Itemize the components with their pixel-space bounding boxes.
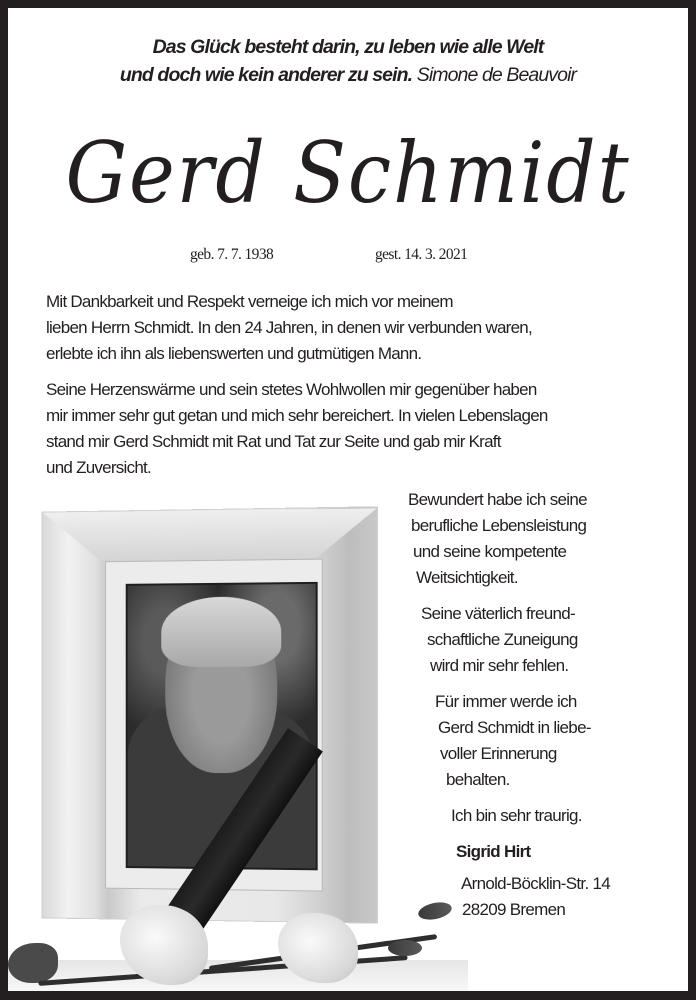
intro-paragraph-2 bbox=[46, 377, 686, 481]
text-line: und seine kompetente bbox=[413, 542, 567, 561]
quote-line-2-text: und doch wie kein anderer zu sein. bbox=[119, 64, 413, 86]
leaf bbox=[8, 943, 58, 983]
text-line: Gerd Schmidt in liebe- bbox=[438, 718, 591, 737]
text-line: mir immer sehr gut getan und mich sehr bereichert. In vielen Lebenslagen bbox=[46, 406, 548, 425]
signature-street: Arnold-Böcklin-Str. 14 bbox=[461, 874, 611, 893]
frame-top-edge bbox=[43, 507, 377, 562]
text-block-2 bbox=[396, 601, 686, 679]
signature-name: Sigrid Hirt bbox=[456, 842, 531, 861]
quote-line-1: Das Glück besteht darin, zu leben wie alle Welt bbox=[152, 36, 544, 58]
text-line: stand mir Gerd Schmidt mit Rat und Tat zur Seite und gab mir Kraft bbox=[46, 432, 501, 451]
text-line: Weitsichtigkeit. bbox=[416, 568, 518, 587]
text-block-3 bbox=[396, 689, 686, 793]
birth-date: geb. 7. 7. 1938 bbox=[190, 246, 274, 263]
text-line: und Zuversicht. bbox=[46, 458, 151, 477]
text-line: voller Erinnerung bbox=[440, 744, 557, 763]
text-line: Seine Herzenswärme und sein stetes Wohlwollen mir gegenüber haben bbox=[46, 380, 537, 399]
text-line: lieben Herrn Schmidt. In den 24 Jahren, in denen wir verbunden waren, bbox=[46, 318, 532, 337]
quote-line-2 bbox=[8, 61, 688, 89]
intro-text bbox=[46, 289, 686, 491]
text-line: behalten. bbox=[446, 770, 510, 789]
closing-line: Ich bin sehr traurig. bbox=[451, 806, 582, 825]
text-line: berufliche Lebensleistung bbox=[411, 516, 587, 535]
text-line: erlebte ich ihn als liebenswerten und gutmütigen Mann. bbox=[46, 344, 422, 363]
text-line: wird mir sehr fehlen. bbox=[430, 656, 569, 675]
text-line: schaftliche Zuneigung bbox=[427, 630, 578, 649]
right-column-text bbox=[396, 487, 686, 923]
rose-bud bbox=[388, 940, 422, 956]
deceased-name: Gerd Schmidt bbox=[65, 124, 631, 222]
quote bbox=[8, 33, 688, 89]
hair bbox=[161, 596, 281, 667]
obituary-notice bbox=[8, 8, 688, 991]
signature-city: 28209 Bremen bbox=[462, 900, 566, 919]
text-line: Mit Dankbarkeit und Respekt verneige ich mich vor meinem bbox=[46, 292, 453, 311]
text-line: Seine väterlich freund- bbox=[421, 604, 575, 623]
intro-paragraph-1 bbox=[46, 289, 686, 367]
text-line: Für immer werde ich bbox=[435, 692, 577, 711]
quote-author: Simone de Beauvoir bbox=[416, 64, 577, 86]
text-line: Bewundert habe ich seine bbox=[408, 490, 587, 509]
text-block-1 bbox=[396, 487, 686, 591]
death-date: gest. 14. 3. 2021 bbox=[375, 246, 468, 263]
